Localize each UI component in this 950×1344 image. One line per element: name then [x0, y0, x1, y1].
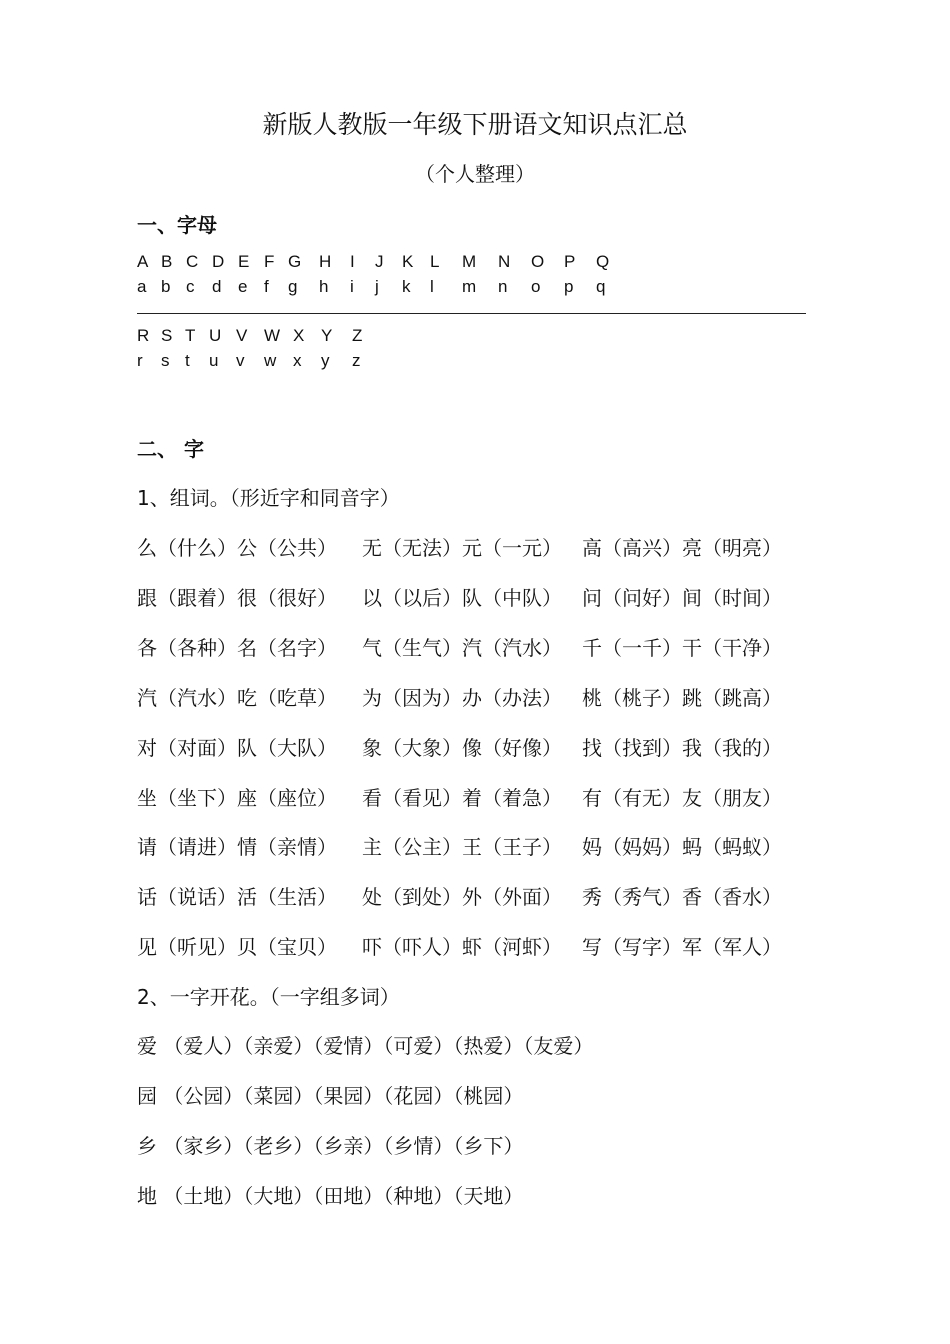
word-pair-row — [137, 583, 817, 613]
word-pair-cell: 请（请进）情（亲情） — [137, 835, 337, 860]
word-pair-cell: 以（以后）队（中队） — [362, 585, 562, 610]
letter: S — [161, 326, 173, 345]
divider-line — [137, 313, 806, 314]
word-pair-row — [137, 533, 817, 563]
word-pair-cell: 各（各种）名（名字） — [137, 635, 337, 660]
letter: D — [212, 252, 225, 271]
letter: k — [402, 277, 411, 296]
letter: i — [350, 277, 354, 296]
letter: s — [161, 351, 170, 370]
word-pair-row — [137, 882, 817, 912]
letter: I — [350, 252, 355, 271]
word-pair-cell: 妈（妈妈）蚂（蚂蚁） — [582, 835, 782, 860]
word-pair-cell: 无（无法）元（一元） — [362, 536, 562, 560]
word-pair-cell: 跟（跟着）很（很好） — [137, 585, 337, 610]
letter: U — [209, 326, 222, 345]
word-pair-cell: 桃（桃子）跳（跳高） — [582, 685, 782, 710]
letter: x — [293, 351, 302, 370]
word-pair-cell: 话（说话）活（生活） — [137, 885, 337, 910]
word-pair-row — [137, 733, 817, 763]
letter: F — [264, 252, 275, 271]
letter: h — [319, 277, 329, 296]
word-pair-cell: 看（看见）着（着急） — [362, 785, 562, 810]
letter: G — [288, 252, 302, 271]
word-pair-row — [137, 932, 817, 962]
document-subtitle: （个人整理） — [415, 162, 535, 186]
letter: g — [288, 277, 298, 296]
letter: l — [430, 277, 434, 296]
letter: R — [137, 326, 150, 345]
word-pair-cell: 有（有无）友（朋友） — [582, 785, 782, 810]
letter: O — [531, 252, 545, 271]
letter: a — [137, 277, 147, 296]
letter: H — [319, 252, 332, 271]
word-pair-row — [137, 832, 817, 862]
letter: v — [236, 351, 245, 370]
word-pair-cell: 对（对面）队（大队） — [137, 735, 337, 760]
letter: j — [375, 277, 379, 296]
word-pair-cell: 主（公主）王（王子） — [362, 835, 562, 860]
word-pair-cell: 坐（坐下）座（座位） — [137, 785, 337, 810]
word-pair-cell: 见（听见）贝（宝贝） — [137, 935, 337, 960]
word-pair-cell: 高（高兴）亮（明亮） — [582, 536, 782, 560]
letter: L — [430, 252, 440, 271]
section-heading-letters: 一、字母 — [137, 213, 217, 237]
letter: c — [186, 277, 195, 296]
word-pair-cell: 找（找到）我（我的） — [582, 735, 782, 760]
subsection-title-word-groups: 1、组词。（形近字和同音字） — [137, 486, 400, 510]
word-pair-cell: 问（问好）间（时间） — [582, 585, 782, 610]
letter: Y — [321, 326, 333, 345]
subsection-title-one-char-bloom: 2、一字开花。（一字组多词） — [137, 985, 400, 1009]
letter: B — [161, 252, 173, 271]
letter: T — [185, 326, 196, 345]
letter: e — [238, 277, 248, 296]
letter: A — [137, 252, 149, 271]
word-pair-cell: 处（到处）外（外面） — [362, 885, 562, 910]
word-pair-row — [137, 783, 817, 813]
bloom-line: 地 （土地）（大地）（田地）（种地）（天地） — [137, 1183, 524, 1208]
word-pair-cell: 为（因为）办（办法） — [362, 685, 562, 710]
letter: p — [564, 277, 574, 296]
letter: t — [185, 351, 190, 370]
word-pair-cell: 么（什么）公（公共） — [137, 536, 337, 560]
letter: E — [238, 252, 250, 271]
letter: X — [293, 326, 305, 345]
section-heading-characters: 二、 字 — [137, 437, 204, 461]
word-pair-cell: 写（写字）军（军人） — [582, 935, 782, 960]
letter: r — [137, 351, 143, 370]
letter: o — [531, 277, 541, 296]
word-pair-cell: 秀（秀气）香（香水） — [582, 885, 782, 910]
letter: m — [462, 277, 477, 296]
bloom-line: 园 （公园）（菜园）（果园）（花园）（桃园） — [137, 1083, 524, 1108]
word-pair-cell: 气（生气）汽（汽水） — [362, 635, 562, 660]
word-pair-cell: 汽（汽水）吃（吃草） — [137, 685, 337, 710]
letter: q — [596, 277, 606, 296]
letter: J — [375, 252, 384, 271]
letter: Q — [596, 252, 610, 271]
letter: N — [498, 252, 511, 271]
word-pair-cell: 千（一千）干（干净） — [582, 635, 782, 660]
letter: Z — [352, 326, 363, 345]
bloom-line: 乡 （家乡）（老乡）（乡亲）（乡情）（乡下） — [137, 1133, 524, 1158]
word-pair-cell: 吓（吓人）虾（河虾） — [362, 935, 562, 960]
letter: K — [402, 252, 414, 271]
letter: P — [564, 252, 576, 271]
word-pair-row — [137, 683, 817, 713]
letter: z — [352, 351, 361, 370]
document-title: 新版人教版一年级下册语文知识点汇总 — [262, 110, 688, 139]
letter: V — [236, 326, 248, 345]
letter: M — [462, 252, 477, 271]
word-pair-row — [137, 633, 817, 663]
letter: y — [321, 351, 330, 370]
letter: w — [264, 351, 277, 370]
word-pair-cell: 象（大象）像（好像） — [362, 735, 562, 760]
letter: b — [161, 277, 171, 296]
letter: u — [209, 351, 219, 370]
letter: d — [212, 277, 222, 296]
letter: W — [264, 326, 281, 345]
letter: C — [186, 252, 199, 271]
letter: f — [264, 277, 269, 296]
bloom-line: 爱 （爱人）（亲爱）（爱情）（可爱）（热爱）（友爱） — [137, 1034, 594, 1058]
letter: n — [498, 277, 508, 296]
